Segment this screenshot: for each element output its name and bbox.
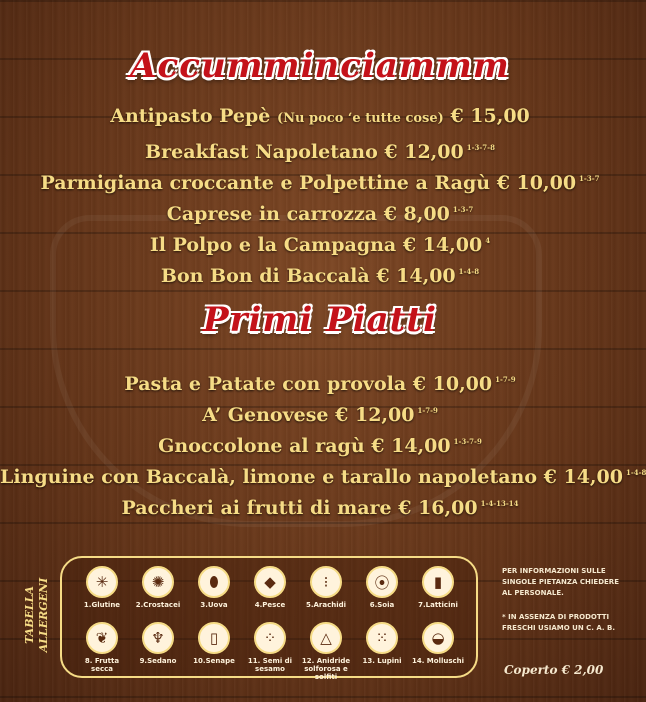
allergen-label: 9.Sedano: [139, 657, 177, 665]
dish-price: € 14,00: [543, 466, 623, 488]
allergen-cell: [74, 566, 130, 618]
menu-item: [0, 364, 640, 395]
nut-icon: ❦: [86, 622, 118, 654]
menu-item: [0, 101, 640, 132]
milk-icon: ▮: [422, 566, 454, 598]
egg-icon: ⬮: [198, 566, 230, 598]
allergen-label: 10.Senape: [193, 657, 235, 665]
dish-allergens: 1-7-9: [495, 375, 516, 384]
allergen-cell: [130, 622, 186, 674]
allergen-cell: [242, 622, 298, 674]
dish-allergens: 1-4-8: [626, 468, 646, 477]
info-note: PER INFORMAZIONI SULLE SINGOLE PIETANZA CHIEDERE AL PERSONALE.: [502, 567, 619, 597]
sesame-icon: ⁘: [254, 622, 286, 654]
dish-name: Gnoccolone al ragù: [158, 435, 365, 457]
menu-item: [0, 256, 640, 287]
dish-allergens: 1-3-7: [452, 205, 474, 214]
dish-price: € 14,00: [402, 234, 483, 256]
allergen-label: 6.Soia: [369, 601, 395, 609]
section-title-antipasti: Accumminciammm: [130, 46, 510, 86]
allergen-label: 4.Pesce: [254, 601, 286, 609]
allergen-cell: [74, 622, 130, 674]
sulphite-icon: △: [310, 622, 342, 654]
dish-price: € 8,00: [383, 203, 450, 225]
allergen-cell: [298, 566, 354, 618]
dish-price: € 14,00: [376, 265, 456, 287]
section-title-primi: Primi Piatti: [203, 300, 437, 340]
allergen-cell: [354, 622, 410, 674]
dish-allergens: 1-3-7-9: [453, 437, 482, 446]
allergen-grid: [74, 566, 466, 681]
shell-icon: ◒: [422, 622, 454, 654]
allergen-cell: [410, 622, 466, 674]
menu-item: [0, 395, 640, 426]
dish-name: Pasta e Patate: [124, 373, 276, 395]
dish-price: € 12,00: [335, 404, 415, 426]
dish-name: Linguine: [0, 466, 95, 488]
dish-allergens: 1-4-8: [458, 267, 480, 276]
peanut-icon: ⁝: [310, 566, 342, 598]
dish-price: € 15,00: [450, 105, 530, 127]
dish-allergens: 1-3-7-8: [466, 143, 495, 152]
allergen-cell: [186, 566, 242, 618]
mustard-icon: ▯: [198, 622, 230, 654]
dish-allergens: 1-3-7: [579, 174, 600, 183]
allergen-label: 1.Glutine: [83, 601, 121, 609]
allergen-cell: [298, 622, 354, 681]
allergen-label: 3.Uova: [200, 601, 228, 609]
dish-allergens: 4: [485, 236, 491, 245]
antipasti-list: [0, 101, 640, 287]
allergen-label: 13. Lupini: [362, 657, 402, 665]
dish-name: Parmigiana croccante e Polpettine a Ragù: [40, 172, 491, 194]
menu-item: [0, 457, 646, 488]
dish-price: € 16,00: [398, 497, 478, 519]
menu-item: [0, 163, 640, 194]
allergen-label: 14. Molluschi: [411, 657, 465, 665]
allergen-table-label: TABELLA ALLERGENI: [23, 577, 50, 653]
fresh-products-note: * IN ASSENZA DI PRODOTTI FRESCHI USIAMO UN C. A. B.: [502, 613, 615, 632]
menu-item: [0, 426, 640, 457]
dish-name: Bon Bon di Baccalà: [160, 265, 370, 287]
dish-note: con provola: [282, 373, 407, 395]
allergen-label: 2.Crostacei: [135, 601, 181, 609]
primi-list: [0, 364, 646, 519]
dish-name: Paccheri ai frutti di mare: [121, 497, 392, 519]
allergen-cell: [354, 566, 410, 618]
dish-note: con Baccalà, limone e tarallo napoletano: [101, 466, 538, 488]
soy-icon: ⦿: [366, 566, 398, 598]
menu-item: [0, 488, 640, 519]
dish-price: € 10,00: [412, 373, 493, 395]
allergen-cell: [410, 566, 466, 618]
menu-item: [0, 132, 640, 163]
dish-allergens: 1-4-13-14: [480, 499, 519, 508]
allergen-label: 7.Latticini: [418, 601, 458, 609]
dish-allergens: 1-7-9: [417, 406, 438, 415]
menu-item: [0, 194, 640, 225]
allergen-table: [60, 556, 478, 681]
menu-item: [0, 225, 640, 256]
dish-price: € 10,00: [496, 172, 577, 194]
coperto-price: Coperto € 2,00: [504, 663, 604, 677]
dish-name: Il Polpo e la Campagna: [149, 234, 397, 256]
wheat-icon: ✳: [86, 566, 118, 598]
allergen-cell: [242, 566, 298, 618]
allergen-label: 12. Anidride solforosa e solfiti: [301, 657, 351, 681]
dish-price: € 12,00: [384, 141, 464, 163]
lupin-icon: ⁙: [366, 622, 398, 654]
dish-note: (Nu poco ‘e tutte cose): [277, 111, 444, 126]
dish-name: Breakfast Napoletano: [145, 141, 378, 163]
fish-icon: ◆: [254, 566, 286, 598]
dish-name: A’ Genovese: [202, 404, 329, 426]
crab-icon: ✺: [142, 566, 174, 598]
celery-icon: ♆: [142, 622, 174, 654]
allergen-cell: [130, 566, 186, 618]
allergen-label: 5.Arachidi: [305, 601, 347, 609]
allergen-label: 11. Semi di sesamo: [247, 657, 293, 673]
dish-name: Caprese in carrozza: [166, 203, 378, 225]
allergen-cell: [186, 622, 242, 674]
dish-name: Antipasto Pepè: [110, 105, 271, 127]
allergen-label: 8. Frutta secca: [84, 657, 120, 673]
dish-price: € 14,00: [371, 435, 451, 457]
